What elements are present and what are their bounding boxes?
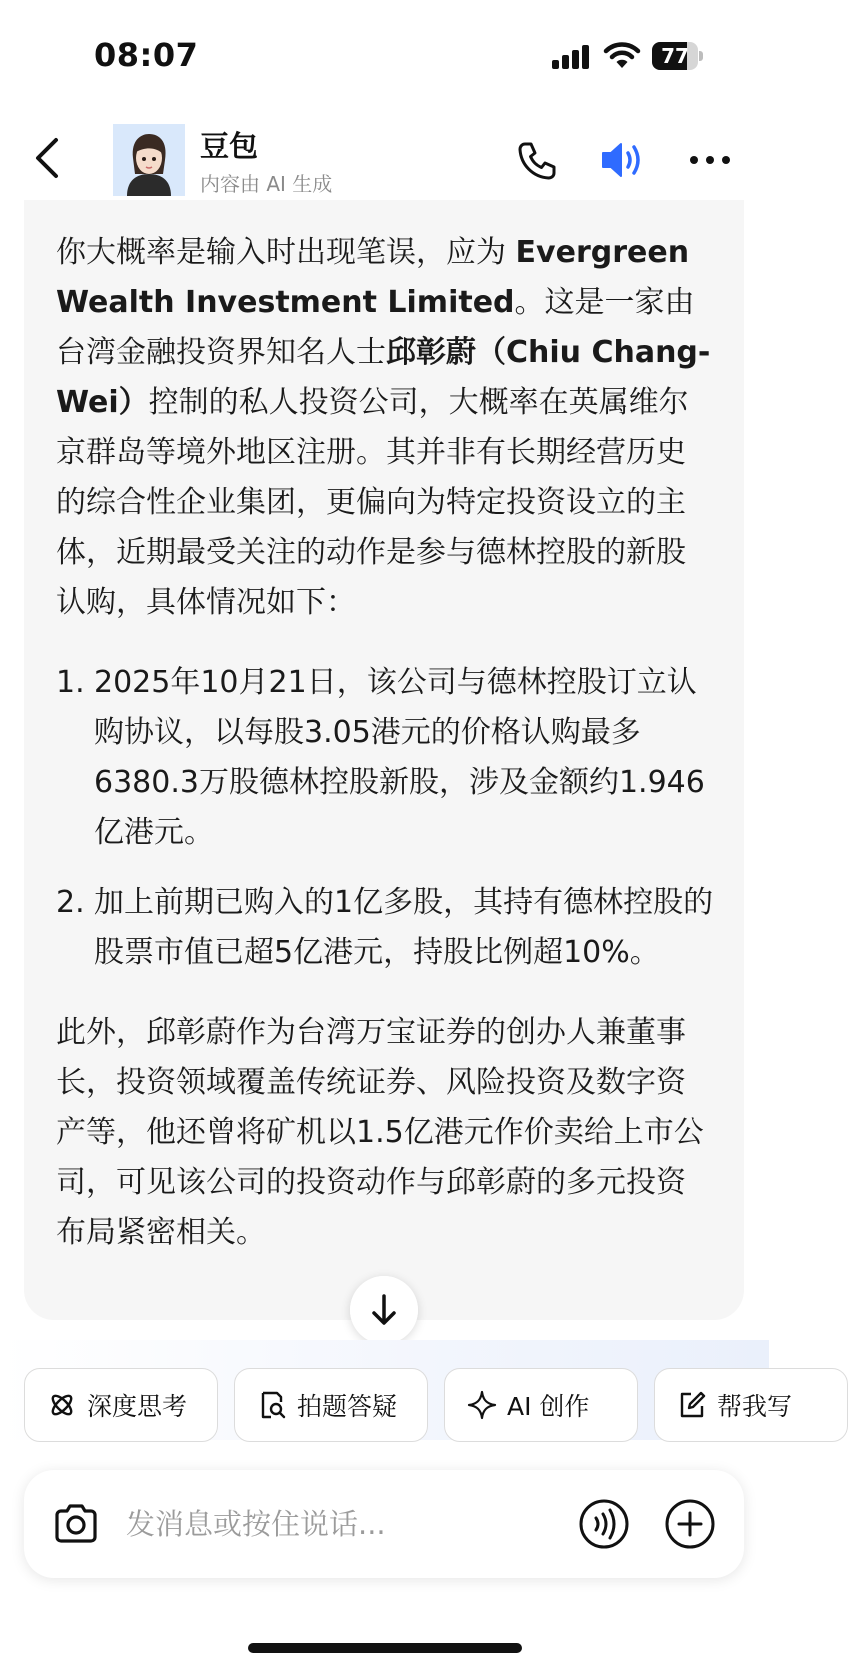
photo-search-icon	[257, 1390, 287, 1420]
speaker-icon[interactable]	[600, 138, 648, 182]
battery-icon	[652, 42, 702, 70]
more-options-button[interactable]	[688, 142, 732, 178]
camera-button[interactable]	[52, 1500, 100, 1548]
contact-name: 豆包	[200, 129, 259, 163]
message-outro: 此外，邱彰蔚作为台湾万宝证券的创办人兼董事长，投资领域覆盖传统证券、风险投资及数字资产等，他还曾将矿机以1.5亿港元作价卖给上市公司，可见该公司的投资动作与邱彰蔚的多元投资布局紧密相关。	[56, 1015, 704, 1250]
deep-think-button[interactable]: 深度思考	[24, 1368, 218, 1442]
back-button[interactable]	[28, 132, 68, 184]
cellular-signal-icon	[552, 45, 592, 69]
atom-icon	[47, 1390, 77, 1420]
list-item: 1. 2025年10月21日，该公司与德林控股订立认购协议，以每股3.05港元的价格认购最多6380.3万股德林控股新股，涉及金额约1.946亿港元。	[56, 665, 705, 850]
home-indicator	[248, 1643, 522, 1653]
ai-message-bubble	[24, 200, 744, 1320]
phone-call-button[interactable]	[516, 140, 558, 182]
wifi-icon	[604, 40, 640, 70]
avatar[interactable]	[113, 124, 185, 196]
photo-question-button[interactable]: 拍题答疑	[234, 1368, 428, 1442]
ai-create-button[interactable]: AI 创作	[444, 1368, 638, 1442]
message-input[interactable]	[126, 1494, 566, 1554]
quick-actions-bar	[0, 1340, 793, 1440]
help-write-button[interactable]: 帮我写	[654, 1368, 848, 1442]
company-name: Evergreen Wealth Investment Limited	[56, 235, 690, 320]
status-bar	[0, 0, 769, 110]
plus-button[interactable]	[664, 1498, 716, 1550]
status-time: 08:07	[94, 36, 199, 74]
scroll-to-bottom-button[interactable]	[350, 1276, 418, 1344]
ai-generated-label: 内容由 AI 生成	[200, 172, 333, 196]
chat-header	[0, 112, 769, 204]
sparkle-icon	[467, 1390, 497, 1420]
battery-percent: 77	[661, 44, 689, 68]
edit-icon	[677, 1390, 707, 1420]
message-input-bar	[24, 1470, 744, 1578]
list-item: 2. 加上前期已购入的1亿多股，其持有德林控股的股票市值已超5亿港元，持股比例超10%。	[56, 885, 714, 970]
message-intro: 你大概率是输入时出现笔误，应为 Evergreen Wealth Investment Limited。这是一家由台湾金融投资界知名人士邱彰蔚（Chiu Chang-Wei）控制的私人投资公司，大概率在英属维尔京群岛等境外地区注册。其并非有长期经营历史的综合性企业集团，更偏向为特定投资设立的主体，近期最受关注的动作是参与德林控股的新股认购，具体情况如下：	[56, 235, 711, 620]
person-name: 邱彰蔚（Chiu Chang-Wei）	[56, 335, 711, 420]
voice-input-button[interactable]	[578, 1498, 630, 1550]
